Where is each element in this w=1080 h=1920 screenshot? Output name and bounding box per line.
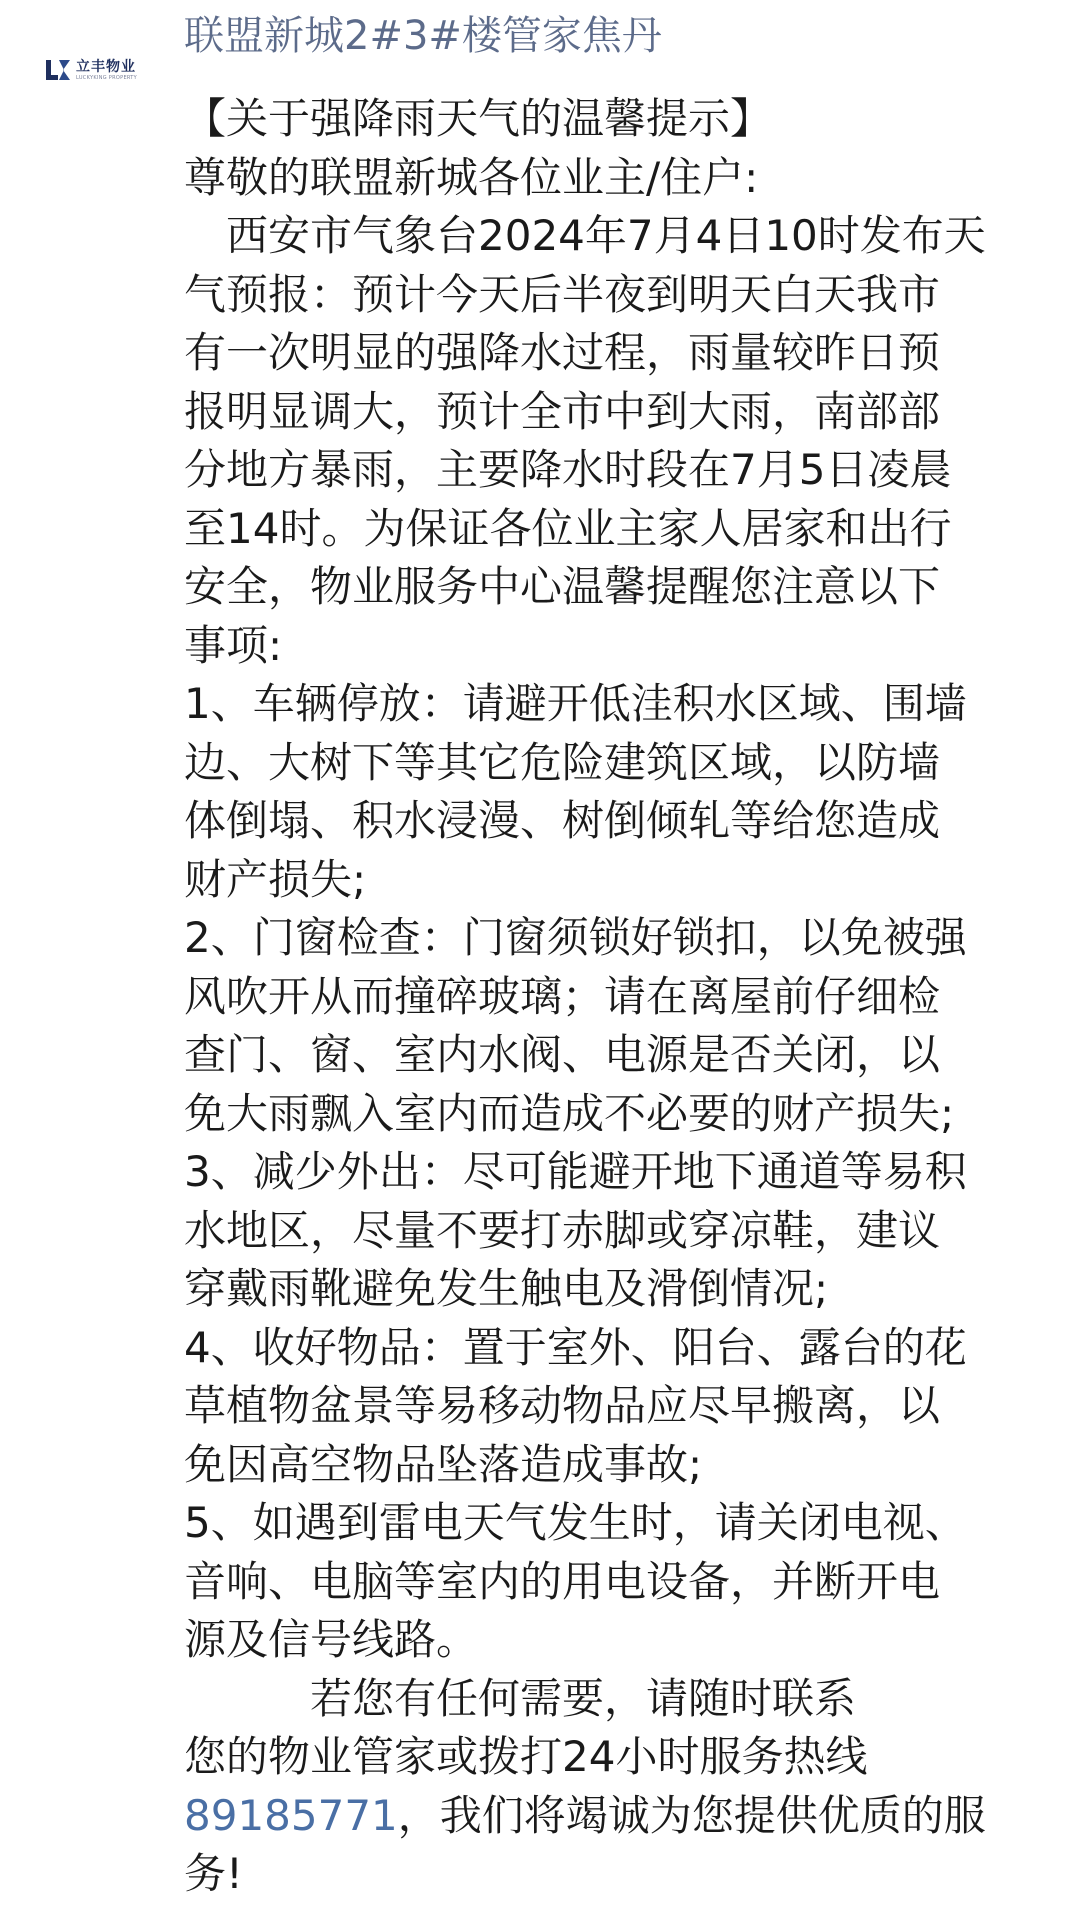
message-line: 边、大树下等其它危险建筑区域，以防墙 — [184, 737, 941, 787]
message-line-hotline — [184, 1787, 1064, 1846]
avatar-brand-en: LUCKYKING PROPERTY — [76, 74, 138, 81]
message-line: 报明显调大，预计全市中到大雨，南部部 — [184, 386, 941, 436]
message-line: 务! — [184, 1849, 243, 1898]
message-line: 源及信号线路。 — [184, 1615, 479, 1664]
message-line: 1、车辆停放：请避开低洼积水区域、围墙 — [184, 679, 967, 728]
message-line: 3、减少外出：尽可能避开地下通道等易积 — [184, 1147, 967, 1196]
message-line: 免因高空物品坠落造成事故; — [184, 1439, 703, 1489]
message-line: 4、收好物品：置于室外、阳台、露台的花 — [184, 1322, 967, 1372]
hotline-number-link[interactable]: 89185771 — [184, 1790, 398, 1840]
message-line: 您的物业管家或拨打24小时服务热线 — [184, 1732, 868, 1781]
sender-name[interactable]: 联盟新城2#3#楼管家焦丹 — [184, 13, 662, 59]
message-line: 音响、电脑等室内的用电设备，并断开电 — [184, 1556, 941, 1606]
message-line: 气预报：预计今天后半夜到明天白天我市 — [184, 269, 941, 319]
hotline-trailing-text: ，我们将竭诚为您提供优质的服 — [397, 1790, 986, 1840]
message-line: 分地方暴雨，主要降水时段在7月5日凌晨 — [184, 445, 952, 494]
message-line: 查门、窗、室内水阀、电源是否关闭，以 — [184, 1030, 941, 1079]
message-line: 5、如遇到雷电天气发生时，请关闭电视、 — [184, 1498, 967, 1547]
message-line: 风吹开从而撞碎玻璃；请在离屋前仔细检 — [184, 971, 941, 1021]
message-line: 【关于强降雨天气的温馨提示】 — [184, 94, 773, 143]
avatar[interactable] — [44, 50, 164, 90]
message-line: 体倒塌、积水浸漫、树倒倾轧等给您造成 — [184, 796, 941, 845]
message-line: 草植物盆景等易移动物品应尽早搬离，以 — [184, 1381, 941, 1430]
avatar-brand — [76, 60, 137, 81]
message-line: 西安市气象台2024年7月4日10时发布天 — [226, 211, 986, 260]
message-line: 2、门窗检查：门窗须锁好锁扣，以免被强 — [184, 913, 967, 962]
company-logo-icon — [44, 56, 72, 84]
message-line: 安全，物业服务中心温馨提醒您注意以下 — [184, 562, 941, 611]
avatar-brand-cn: 立丰物业 — [76, 58, 136, 75]
message-line: 财产损失; — [184, 854, 367, 904]
message-bubble — [184, 90, 1064, 1904]
message-line: 事项: — [184, 620, 283, 670]
message-line: 水地区，尽量不要打赤脚或穿凉鞋，建议 — [184, 1205, 941, 1255]
message-line: 有一次明显的强降水过程，雨量较昨日预 — [184, 328, 941, 377]
message-line: 穿戴雨靴避免发生触电及滑倒情况; — [184, 1264, 829, 1313]
message-line: 免大雨飘入室内而造成不必要的财产损失; — [184, 1088, 955, 1138]
message-line: 若您有任何需要，请随时联系 — [310, 1673, 857, 1723]
message-line: 尊敬的联盟新城各位业主/住户: — [184, 152, 759, 202]
message-line: 至14时。为保证各位业主家人居家和出行 — [184, 503, 952, 553]
